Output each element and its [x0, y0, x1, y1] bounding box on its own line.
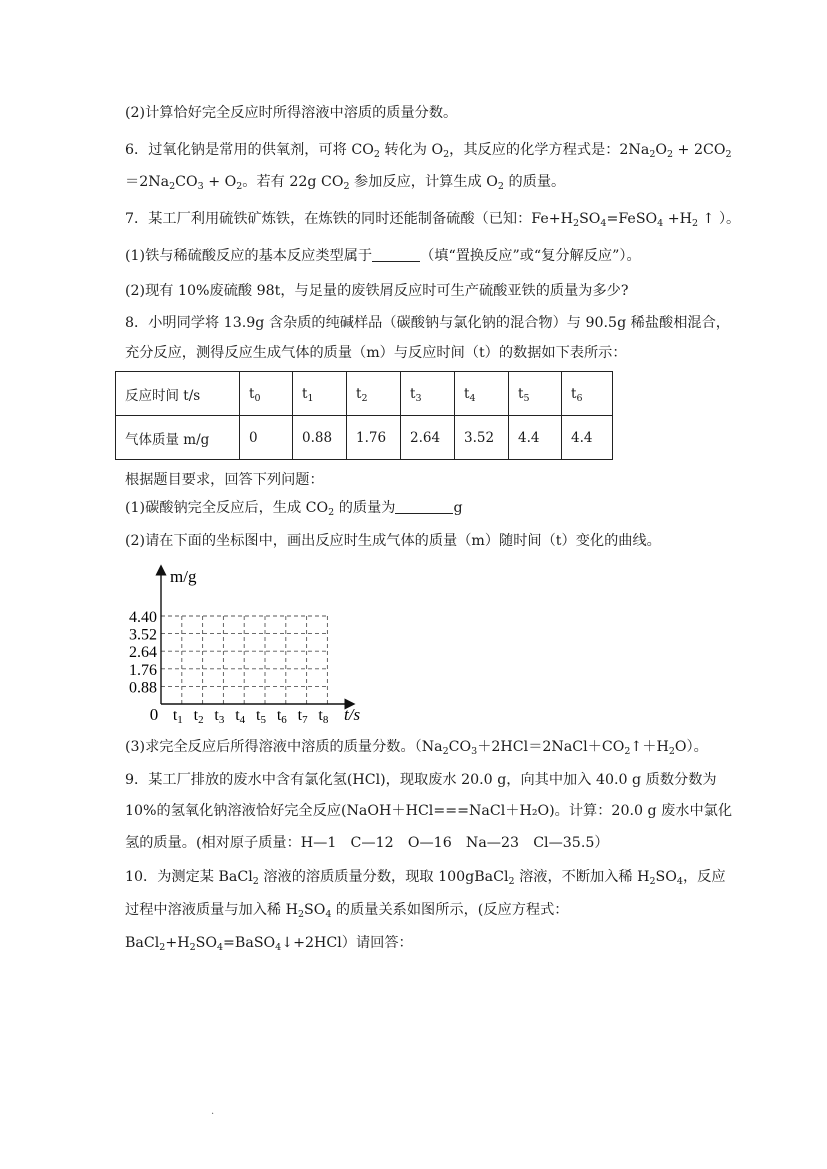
text-segment: 10．为测定某 BaCl: [125, 869, 253, 885]
q7-part1-text: (1)铁与稀硫酸反应的基本反应类型属于: [125, 248, 373, 264]
data-table: [115, 371, 613, 460]
x-tick-label: t6: [276, 707, 287, 726]
text-segment: 。若有 22g CO: [242, 174, 344, 190]
table-cell: [509, 372, 562, 416]
q6-line2: [125, 172, 565, 192]
subscript: 2: [667, 149, 674, 160]
subscript: 2: [297, 909, 304, 920]
subscript: 2: [649, 876, 656, 887]
text-segment: CO: [448, 739, 472, 755]
origin-label: 0: [149, 705, 159, 724]
x-tick-label: t8: [318, 707, 329, 726]
x-tick-label: t5: [256, 707, 266, 726]
x-tick-label: t4: [235, 707, 246, 726]
text-segment: SO: [304, 902, 326, 918]
text-segment: 的质量。: [503, 174, 566, 190]
time-symbol: t: [249, 385, 255, 402]
text-segment: 转化为 O: [379, 142, 444, 158]
subscript: 4: [217, 942, 224, 953]
answer-blank[interactable]: [372, 247, 420, 262]
text-segment: + O: [203, 174, 237, 190]
time-symbol: t: [356, 385, 362, 402]
text-segment: =FeSO: [606, 211, 658, 227]
x-axis-label: t/s: [344, 705, 361, 724]
subscript: 4: [325, 909, 332, 920]
time-symbol: t: [302, 385, 308, 402]
text-segment: ↑＋H: [630, 739, 669, 755]
subscript: 3: [471, 746, 478, 757]
subscript: 2: [373, 149, 380, 160]
text-segment: 过程中溶液质量与加入稀 H: [125, 902, 298, 918]
time-index: 5: [523, 392, 530, 404]
q7-part1: [125, 246, 641, 266]
table-header-cell: 反应时间 t/s: [116, 372, 240, 416]
q7-line1: [125, 209, 740, 229]
table-cell: [347, 372, 401, 416]
text-segment: 7．某工厂利用硫铁矿炼铁，在炼铁的同时还能制备硫酸（已知：Fe+H: [125, 211, 574, 227]
text-segment: 6．过氧化钠是常用的供氧剂，可将 CO: [125, 142, 374, 158]
table-cell: [240, 372, 293, 416]
subscript: 2: [668, 746, 675, 757]
text-segment: SO: [655, 869, 677, 885]
subscript: 4: [657, 218, 664, 229]
unit-label: g: [453, 500, 463, 516]
text-segment: ，其反应的化学方程式是：2Na: [449, 142, 650, 158]
text-segment: ↓+2HCl）请回答：: [281, 935, 413, 951]
q8-line2: 充分反应，测得反应生成气体的质量（m）与反应时间（t）的数据如下表所示：: [125, 345, 627, 361]
y-axis-label: m/g: [170, 567, 197, 586]
subscript: 2: [159, 942, 166, 953]
answer-blank[interactable]: [395, 499, 453, 514]
x-tick-label: t7: [297, 707, 308, 726]
text-segment: 参加反应，计算生成 O: [349, 174, 498, 190]
table-cell: [293, 372, 347, 416]
text-segment: +H: [165, 935, 190, 951]
table-cell: [455, 372, 509, 416]
y-tick-label: 3.52: [129, 626, 157, 644]
text-segment: SO: [579, 211, 601, 227]
subscript: 2: [692, 218, 699, 229]
table-header-cell: 气体质量 m/g: [116, 416, 240, 460]
subscript: 2: [252, 876, 259, 887]
q8-part1: [125, 498, 463, 518]
q7-part2: (2)现有 10%废硫酸 98t，与足量的废铁屑反应时可生产硫酸亚铁的质量为多少?: [125, 283, 629, 299]
x-tick-label: t2: [193, 707, 204, 726]
subscript: 2: [328, 507, 335, 518]
x-tick-label: t3: [214, 707, 225, 726]
time-index: 4: [469, 392, 476, 404]
time-index: 1: [307, 392, 314, 404]
text-segment: +H: [663, 211, 692, 227]
text-segment: CO: [175, 174, 198, 190]
table-cell: 2.64: [401, 416, 455, 460]
q9-line2: 10%的氢氧化钠溶液恰好完全反应(NaOH＋HCl===NaCl＋H₂O)。计算：20.0 g 废水中氯化: [125, 803, 733, 819]
q6-line1: [125, 140, 732, 160]
subscript: 3: [197, 181, 204, 192]
text-segment: O）。: [674, 739, 708, 755]
table-cell: [401, 372, 455, 416]
text-segment: ＝2Na: [125, 174, 170, 190]
q9-line1: 9．某工厂排放的废水中含有氯化氢(HCl)，现取废水 20.0 g，向其中加入 40.0 g 质数分数为: [125, 772, 717, 788]
q7-part1-hint: （填“置换反应”或“复分解反应”）。: [420, 248, 641, 264]
text-segment: ，反应: [682, 869, 726, 885]
subscript: 2: [725, 149, 732, 160]
text-segment: O: [655, 142, 667, 158]
subscript: 2: [236, 181, 243, 192]
q8-part1-text: [125, 500, 395, 516]
text-segment: (1)碳酸钠完全反应后，生成 CO: [125, 500, 329, 516]
time-symbol: t: [410, 385, 416, 402]
y-tick-label: 4.40: [129, 609, 157, 626]
table-cell: 4.4: [562, 416, 613, 460]
subscript: 2: [624, 746, 631, 757]
time-index: 3: [415, 392, 422, 404]
table-cell: 3.52: [455, 416, 509, 460]
table-row: [116, 416, 613, 460]
time-symbol: t: [518, 385, 524, 402]
subscript: 2: [497, 181, 504, 192]
text-segment: 溶液，不断加入稀 H: [514, 869, 650, 885]
time-index: 0: [254, 392, 261, 404]
text-segment: ＋2HCl＝2NaCl＋CO: [477, 739, 625, 755]
text-segment: 的质量关系如图所示，(反应方程式：: [331, 902, 569, 918]
subscript: 2: [189, 942, 196, 953]
text-segment: 溶液的溶质质量分数，现取 100gBaCl: [258, 869, 509, 885]
table-cell: 0: [240, 416, 293, 460]
table-cell: 1.76: [347, 416, 401, 460]
table-row: [116, 372, 613, 416]
q5-part2: (2)计算恰好完全反应时所得溶液中溶质的质量分数。: [125, 105, 458, 121]
q9-line3: 氢的质量。(相对原子质量：H—1 C—12 O—16 Na—23 Cl—35.5）: [125, 835, 609, 851]
subscript: 2: [649, 149, 656, 160]
y-tick-label: 1.76: [129, 661, 157, 679]
subscript: 4: [275, 942, 282, 953]
q8-part3: [125, 737, 708, 757]
q10-line3: [125, 933, 413, 953]
q10-line2: [125, 900, 568, 920]
text-segment: SO: [195, 935, 217, 951]
text-segment: 的质量为: [334, 500, 396, 516]
q8-line1: 8．小明同学将 13.9g 含杂质的纯碱样品（碳酸钠与氯化钠的混合物）与 90.5g 稀盐酸相混合，: [125, 315, 730, 331]
text-segment: ↑ ）。: [698, 211, 741, 227]
y-tick-label: 2.64: [129, 644, 157, 662]
time-symbol: t: [571, 385, 577, 402]
subscript: 4: [676, 876, 683, 887]
instruction-line: 根据题目要求，回答下列问题：: [125, 472, 324, 488]
q10-line1: [125, 867, 726, 887]
text-segment: BaCl: [125, 935, 160, 951]
q8-part2: (2)请在下面的坐标图中，画出反应时生成气体的质量（m）随时间（t）变化的曲线。: [125, 533, 661, 549]
x-tick-label: t1: [172, 707, 183, 726]
subscript: 2: [573, 218, 580, 229]
coordinate-chart: [118, 560, 378, 728]
subscript: 2: [442, 746, 449, 757]
chart-grid: [161, 616, 327, 704]
y-tick-label: 0.88: [129, 679, 157, 697]
subscript: 2: [443, 149, 450, 160]
time-index: 6: [576, 392, 583, 404]
subscript: 2: [169, 181, 176, 192]
table-cell: 4.4: [509, 416, 562, 460]
time-symbol: t: [464, 385, 470, 402]
table-cell: 0.88: [293, 416, 347, 460]
subscript: 2: [343, 181, 350, 192]
table-cell: [562, 372, 613, 416]
text-segment: =BaSO: [223, 935, 276, 951]
subscript: 2: [508, 876, 515, 887]
time-index: 2: [361, 392, 368, 404]
footer-dot: .: [211, 1106, 215, 1117]
text-segment: (3)求完全反应后所得溶液中溶质的质量分数。（Na: [125, 739, 443, 755]
text-segment: + 2CO: [673, 142, 726, 158]
subscript: 4: [600, 218, 607, 229]
